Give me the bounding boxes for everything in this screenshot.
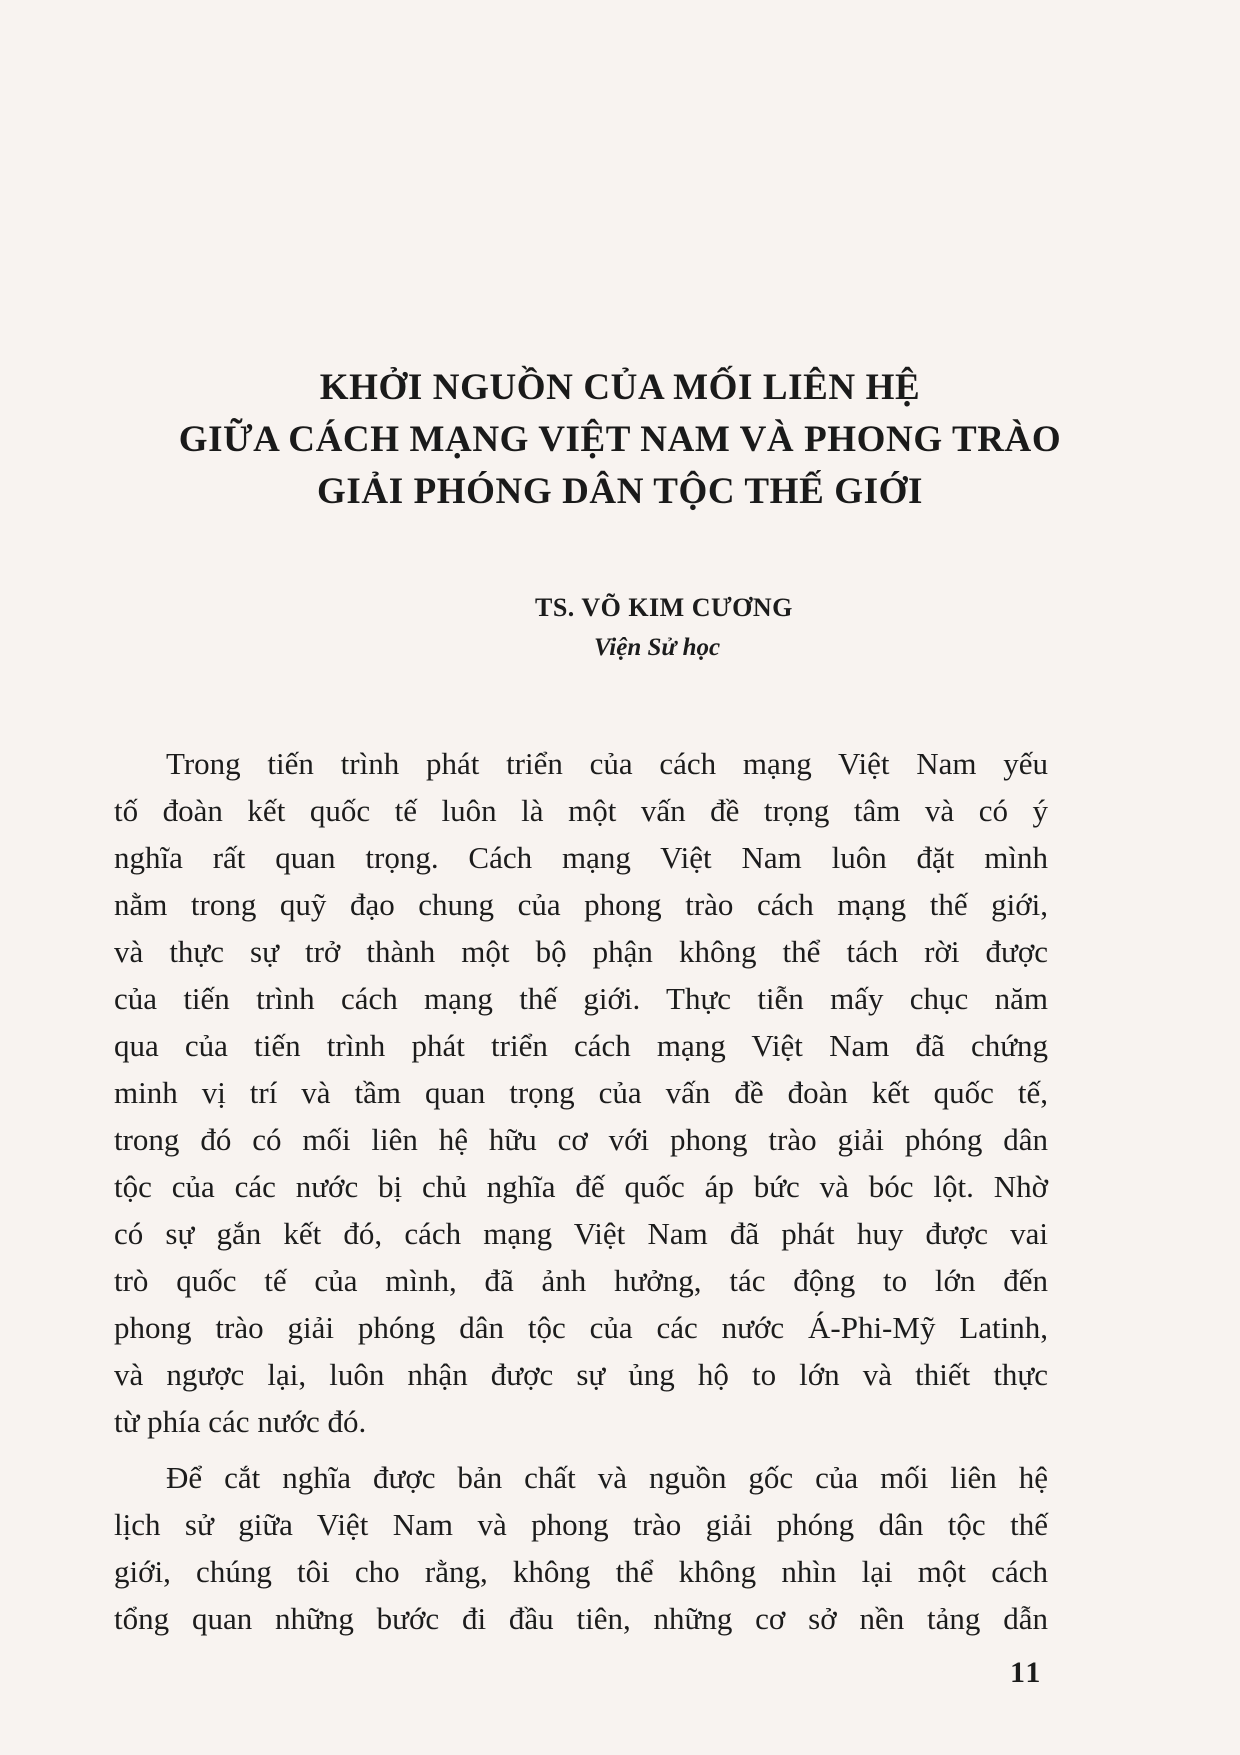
paragraph-line: trò quốc tế của mình, đã ảnh hưởng, tác động to lớn đến bbox=[114, 1263, 1048, 1298]
paragraph-line: và ngược lại, luôn nhận được sự ủng hộ to lớn và thiết thực bbox=[114, 1357, 1048, 1392]
body-text bbox=[114, 740, 1048, 1642]
paragraph-line: có sự gắn kết đó, cách mạng Việt Nam đã phát huy được vai bbox=[114, 1216, 1048, 1251]
paragraph-line: và thực sự trở thành một bộ phận không thể tách rời được bbox=[114, 934, 1048, 969]
paragraph-line: Trong tiến trình phát triển của cách mạng Việt Nam yếu bbox=[166, 746, 1048, 781]
paragraph-line: qua của tiến trình phát triển cách mạng Việt Nam đã chứng bbox=[114, 1028, 1048, 1063]
chapter-title-line-1: KHỞI NGUỒN CỦA MỐI LIÊN HỆ bbox=[319, 367, 921, 408]
paragraph-line: Để cắt nghĩa được bản chất và nguồn gốc của mối liên hệ bbox=[166, 1460, 1048, 1495]
paragraph-line: trong đó có mối liên hệ hữu cơ với phong trào giải phóng dân bbox=[114, 1122, 1048, 1157]
chapter-title-line-3: GIẢI PHÓNG DÂN TỘC THẾ GIỚI bbox=[317, 471, 923, 512]
paragraph-line: nằm trong quỹ đạo chung của phong trào cách mạng thế giới, bbox=[114, 887, 1048, 922]
paragraph-line: của tiến trình cách mạng thế giới. Thực tiễn mấy chục năm bbox=[114, 981, 1048, 1016]
chapter-title bbox=[100, 362, 1140, 518]
paragraph-line: tổng quan những bước đi đầu tiên, những cơ sở nền tảng dẫn bbox=[114, 1601, 1048, 1636]
paragraph-1 bbox=[114, 740, 1048, 1445]
paragraph-line: phong trào giải phóng dân tộc của các nước Á-Phi-Mỹ Latinh, bbox=[114, 1310, 1048, 1345]
paragraph-line: từ phía các nước đó. bbox=[114, 1404, 367, 1439]
author-name: TS. VÕ KIM CƯƠNG bbox=[535, 593, 793, 622]
paragraph-line: lịch sử giữa Việt Nam và phong trào giải phóng dân tộc thế bbox=[114, 1507, 1048, 1542]
paragraph-line: tộc của các nước bị chủ nghĩa đế quốc áp bức và bóc lột. Nhờ bbox=[114, 1169, 1048, 1204]
paragraph-2 bbox=[114, 1454, 1048, 1642]
paragraph-line: giới, chúng tôi cho rằng, không thể không nhìn lại một cách bbox=[114, 1554, 1048, 1589]
paragraph-line: tố đoàn kết quốc tế luôn là một vấn đề trọng tâm và có ý bbox=[114, 793, 1048, 828]
page-number: 11 bbox=[1010, 1656, 1043, 1689]
author-affiliation: Viện Sử học bbox=[594, 634, 721, 661]
paragraph-line: minh vị trí và tầm quan trọng của vấn đề đoàn kết quốc tế, bbox=[114, 1075, 1048, 1110]
paragraph-line: nghĩa rất quan trọng. Cách mạng Việt Nam luôn đặt mình bbox=[114, 840, 1048, 875]
chapter-title-line-2: GIỮA CÁCH MẠNG VIỆT NAM VÀ PHONG TRÀO bbox=[178, 419, 1062, 460]
paragraph-gap bbox=[114, 1445, 1048, 1454]
